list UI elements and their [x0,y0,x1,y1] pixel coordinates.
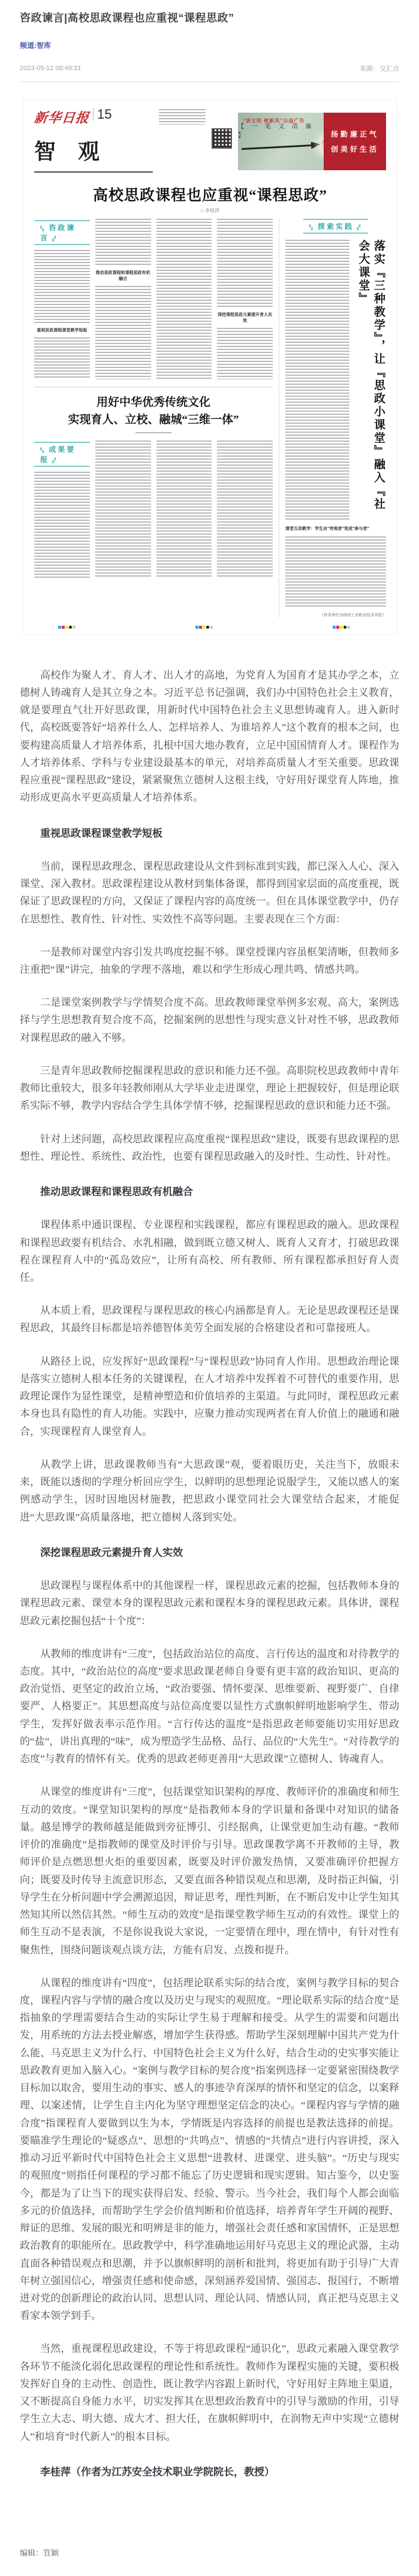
newspaper-column [217,219,273,379]
brush-icon [242,144,314,150]
psa-slogan-line2: 创美好生活 [330,145,379,154]
article-author-line: 李桂萍（作者为江苏安全技术职业学院院长，教授） [40,2466,275,2478]
article-header [0,0,419,73]
newspaper-brand-block [34,108,153,173]
newspaper-column [217,441,273,578]
newspaper-body [34,219,386,617]
newspaper-scan-image [23,99,397,635]
newspaper-column-text [217,441,273,578]
article-paragraph: 一是教师对课堂内容引发共鸣度挖掘不够。课堂授课内容虽框架清晰，但教师多注重把“课”讲完，抽象的学理不落地，难以和学生形成心理共鸣、情感共鸣。 [20,946,399,975]
newspaper-column-text [95,219,151,267]
column-label-results: ▚ 成果要报 ▞ [34,442,90,467]
channel-link[interactable]: 频道:智库 [20,41,51,50]
brush-tip-icon [311,141,321,149]
article-paragraph: 从教师的维度讲有“三度”，包括政治站位的高度、言行传达的温度和对待教学的态度。其中，“政治站位的高度”要求思政课老师自身要有更丰富的政治知识、更高的政治觉悟、更坚定的政治立场，“政治要强、情怀要深、思维要新、视野要广、自律要严、人格要正”。其思想高度与站位高度要以显性方式旗帜鲜明地影响学生、带动学生，发挥好做表率示范作用。“言行传达的温度”是指思政老师要能切实用好思政的“盐”，讲出真理的“味”，成为塑造学生品格、品行、品位的“大先生”。“对待教学的态度”与教育的情怀有关。优秀的思政老师更善用“大思政课”立德树人、铸魂育人。 [20,1648,399,1765]
cmyk-mark [58,626,76,629]
newspaper-masthead: 新华日报 [33,110,91,126]
newspaper-column-text [156,441,212,578]
newspaper-column-text [217,328,273,379]
masthead-rule [34,171,153,173]
newspaper-byline: □ 李桂萍 [200,208,220,214]
meta-row [20,64,399,73]
newspaper-right-subhead: 课堂互动教学：学生由“旁观者”变成“参与者” [285,527,369,532]
newspaper-column-text [34,337,90,379]
newspaper-headline2-line2: 实现育人、立校、融城“三维一体” [68,413,239,426]
article-subheading: 深挖课程思政元素提升育人实效 [40,1546,183,1558]
newspaper-article2 [34,387,273,578]
psa-slogan-line1: 扬勤廉正气 [330,130,379,139]
article-paragraph: 从课堂的维度讲有“三度”，包括课堂知识架构的厚度、教师评价的准确度和师生互动的效度。“课堂知识架构的厚度”是指教师本身的学识量和备课中对知识的储备量。越是博学的教师越是能做到旁征博引、引经据典，让课堂更加生动有趣。“教师评价的准确度”是指教师的课堂及时评价与引导。思政课教学离不开教师的主导，教师评价是点燃思想火炬的重要因素，既要及时评价激发热情，又要准确评价把握方向；既要及时传导主流意识形态，又要直面各种错误观点和思潮，及时指正纠偏，引导学生在分析问题中学会溯源追因，辩证思考，理性判断，在不断启发中让学生知其然知其所以然信其然。“师生互动的效度”是指课堂教学师生互动的有效性。课堂上的师生互动不是表演，不是你说我说大家说，一定要情在理中，理在情中，有针对性有聚焦性，围绕问题谈观点谈方法，方能有启发、点拨和提升。 [20,1786,399,1956]
newspaper-headline2-line1: 用好中华优秀传统文化 [96,396,210,409]
newspaper-column [156,219,212,379]
newspaper-right-article [285,240,386,521]
newspaper-byline2 [135,432,171,435]
article-paragraph: 从路径上说，应发挥好“思政课程”与“课程思政”协同育人作用。思想政治理论课是落实立德树人根本任务的关键课程，在人才培养中发挥着不可替代的重要作用，思政理论课作为显性课堂，是精神塑造和价值培养的主渠道。与此同时，课程思政元素本身也具有隐性的育人功能。实践中，应聚力推动实现两者在育人价值上的融通和融合，实现课程育人课堂育人。 [20,1355,399,1437]
article-paragraph: 从本质上看，思政课程与课程思政的核心内涵都是育人。无论是思政课程还是课程思政，其最终目标都是培养德智体美劳全面发展的合格建设者和可靠接班人。 [20,1305,399,1334]
qr-code [212,128,232,149]
psa-banner-ad [238,113,386,170]
newspaper-right-region [279,219,386,617]
newspaper-column [34,441,90,578]
newspaper-headline: 高校思政课程也应重视“课程思政” [92,188,327,204]
newspaper-article2-columns [34,441,273,578]
newspaper-right-footnote: （作者单位为徐州工业职业技术学院） [319,613,386,617]
newspaper-column [156,441,212,578]
article-footer [0,2499,419,2576]
article-subheading: 推动思政课程和课程思政有机融合 [40,1186,193,1198]
article-paragraph: 三是青年思政教师挖掘课程思政的意识和能力还不强。高职院校思政教师中青年教师比重较大，很多年轻教师刚从大学毕业走进课堂，理论上把握较好，但是理论联系实际不够，教学内容结合学生具体学情不够，挖掘课程思政的意识和能力还不强。 [20,1064,399,1112]
newspaper-column-text [34,250,90,324]
newspaper-header [34,108,386,173]
newspaper-info-column [159,108,206,173]
newspaper-column-text [95,441,151,578]
article-paragraph: 从课程的维度讲有“四度”，包括理论联系实际的结合度，案例与教学目标的契合度，课程内容与学情的融合度以及历史与现实的观照度。“理论联系实际的结合度”是指抽象的学理需要结合生动的实际让学生易于理解和接受。从学生的需要和问题出发，用系统的方法去授业解惑，增加学生获得感。帮助学生深刻理解中国共产党为什么能、马克思主义为什么行、中国特色社会主义为什么好，结合生动的史实事实能让思政教育更加入脑入心。“案例与教学目标的契合度”指案例选择一定要紧密围绕教学目标加以取舍，要用生动的事实、感人的事迹孕育深厚的情怀和坚定的信念，以案释理、以案述情，让学生自主内化为坚守理想坚定信念的决心。“课程内容与学情的融合度”指课程育人要做到以生为本，学情既是内容选择的前提也是教法选择的前提。要瞄准学生理论的“疑惑点”、思想的“共鸣点”、情感的“共情点”进行内容讲授，深入推动习近平新时代中国特色社会主义思想“进教材、进课堂、进头脑”。“历史与现实的观照度”则指任何课程的学习都不能忘了历史逻辑和现实逻辑。知古鉴今，以史鉴今，都是为了让当下的现实获得启发、经验、警示。当今社会，我们每个人都会面临多元的价值选择，而帮助学生学会价值判断和价值选择，培养青年学生开阔的视野、辩证的思维、发展的眼光和明辨是非的能力，增强社会责任感和家国情怀，正是思想政治教育的职能所在。思政教学中，科学准确地运用好马克思主义的理论武器，主动直面各种错误观点和思潮，并予以旗帜鲜明的剖析和批判，将更加有助于引导广大青年树立强国信心，增强责任感和使命感，深刻涵养爱国情、强国志、报国行，不断增进对党的创新理论的政治认同、思想认同、理论认同、情感认同，真正把马克思主义看家本领学到手。 [20,1977,399,2322]
newspaper-column-text [95,286,151,379]
newspaper-column-text [34,472,90,578]
page-title: 咨政谏言|高校思政课程也应重视“课程思政” [20,12,234,24]
newspaper-page-number: 15 [93,108,111,121]
article-paragraph: 从教学上讲，思政课教师当有“大思政课”观，要着眼历史，关注当下，放眼未来，既能以透彻的学理分析回应学生，以鲜明的思想理论说服学生，又能以感人的案例感动学生，因时因地因材施教，把思政小课堂同社会大课堂结合起来，才能促进“大思政课”高质量落地，把立德树人落到实处。 [20,1458,399,1523]
newspaper-column [95,219,151,379]
column-label-explore: ▚ 探索实践 ▞ [303,219,369,234]
newspaper-column-text [285,536,386,608]
editor-credit: 编辑：笪颖 [20,2548,59,2558]
article-paragraph: 当然，重视课程思政建设，不等于将思政课程“通识化”，思政元素融入课堂教学各环节不能淡化弱化思政课程的理论性和系统性。教师作为课程实施的关键，要积极发挥好自身的主动性、创造性，既让教学内容跟上新时代，守好用好主阵地主渠道，又不断提高自身能力水平，切实发挥其在思想政治教育中的引导与激励的作用，引导学生立大志、明大德、成大才、担大任，在旗帜鲜明中，在润物无声中实现“立德树人”和培育“时代新人”的根本目标。 [20,2343,399,2442]
article-paragraph: 思政课程与课程体系中的其他课程一样，课程思政元素的挖掘，包括教师本身的课程思政元素、课堂本身的课程思政元素和课程本身的课程思政元素。具体讲，课程思政元素挖掘包括“十个度”： [20,1580,399,1627]
psa-label: “讲文明 树新风”公益广告 [243,118,305,124]
newspaper-vertical-headline: 落实『三种教学』，让『思政小课堂』融入『社会大课堂』 [357,240,385,511]
article-subheading: 重视思政课程课堂教学短板 [40,827,162,839]
cmyk-mark [333,626,350,629]
psa-slogan-panel [324,113,386,170]
newspaper-subhead: 推动思政课程和课程思政有机融合 [95,271,150,281]
article-paragraph: 二是课堂案例教学与学情契合度不高。思政教师课堂举例多宏观、高大，案例选择与学生思想教育契合度不高，挖掘案例的思想性与现实意义针对性不够，思政教师对课程思政的融入不够。 [20,997,399,1043]
psa-banner-image [238,113,324,170]
newspaper-column [34,219,90,379]
newspaper-column-text [156,219,212,379]
psa-title: 【 一 笔 文 清 廉 】 [238,123,315,140]
source-label: 来源：交汇点 [360,65,399,73]
cmyk-mark [195,626,213,629]
newspaper-info-text [159,109,206,125]
print-registration-marks [34,626,386,629]
newspaper-left-region [34,219,279,617]
article-paragraph: 当前，课程思政理念、课程思政建设从文件到标准到实践，都已深入人心、深入课堂、深入教材。思政课程建设从教材到集体备课，都得到国家层面的高度重视，既保证了思政课程的方向，又保证了课程内容的高度统一。但在具体课堂教学中，仍存在思想性、教育性、针对性、实效性不高等问题。主要表现在三个方面： [20,860,399,925]
newspaper-subhead: 重视思政课程课堂教学短板 [37,328,88,333]
lotus-bud-icon [321,135,324,153]
newspaper-subhead: 深挖课程思政元素提升育人实效 [218,313,273,323]
article-paragraph: 课程体系中通识课程、专业课程和实践课程，都应有课程思政的融入。思政课程和课程思政要有机结合、水乳相融，做到既立德又树人、既育人又育才，打破思政课程在课程育人中的“孤岛效应”，让所有高校、所有教师、所有课程都承担好育人责任。 [20,1219,399,1284]
newspaper-column-text [285,240,349,521]
newspaper-section-title: 智 观 [34,140,108,164]
publish-datetime: 2023-05-12 08:49:31 [20,65,82,73]
article-paragraph: 高校作为聚人才、育人才、出人才的高地，为党育人为国育才是其办学之本，立德树人铸魂育人是其立身之本。习近平总书记强调，我们办中国特色社会主义教育，就是要理直气壮开好思政课，用新时代中国特色社会主义思想铸魂育人。进入新时代，高校既要答好“培养什么人、怎样培养人、为谁培养人”这个教育的根本之问，也要构建高质量人才培养体系，扎根中国大地办教育，立足中国国情育人才。课程作为人才培养体系、学科与专业建设最基本的单元，对培养高质量人才至关重要。思政课程应重视“课程思政”建设，紧紧聚焦立德树人这根主线，守好用好课堂育人阵地，推动形成更高水平更高质量人才培养体系。 [20,669,399,804]
newspaper-column-text [217,219,273,309]
newspaper-column [95,441,151,578]
article-body [0,635,419,2481]
article-paragraph: 针对上述问题，高校思政课程应高度重视“课程思政”建设，既要有思政课程的思想性、理论性、系统性、政治性，也要有课程思政融入的及时性、生动性、针对性。 [20,1133,399,1162]
newspaper-article1-columns [34,219,273,379]
column-label-zizheng: ▚ 咨政谏言 ▞ [34,220,90,245]
